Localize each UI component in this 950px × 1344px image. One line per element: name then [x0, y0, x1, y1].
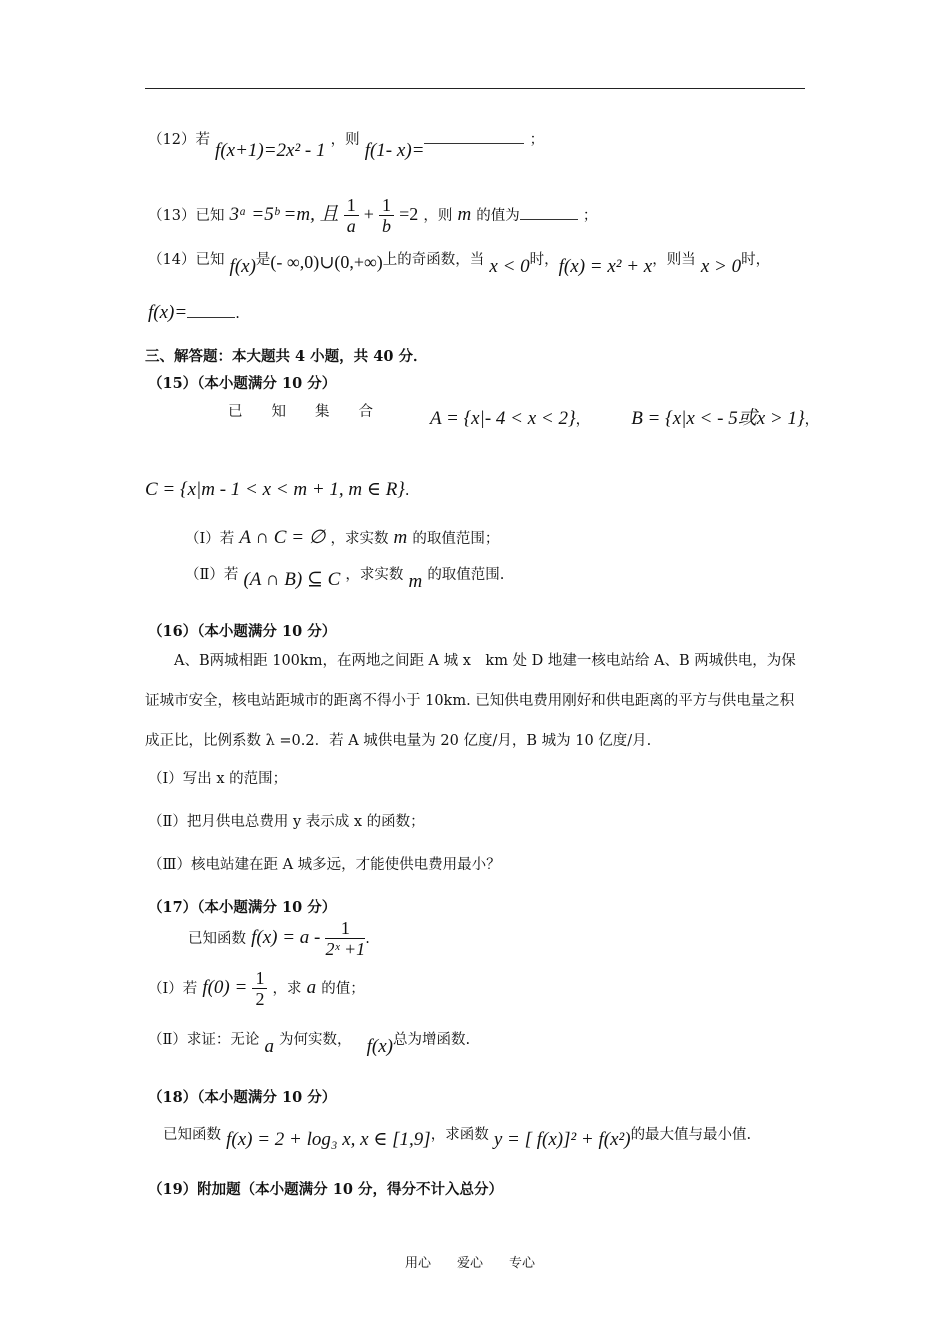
q14-cond2: x > 0 — [700, 256, 742, 277]
q17-p2-var: a — [264, 1036, 274, 1057]
q13-number: （13）已知 — [148, 208, 225, 224]
q15-part-2 — [185, 562, 505, 592]
q13-tail: ； — [582, 208, 598, 224]
q17-p1-end: 的值； — [321, 981, 365, 997]
q17-function: f(x) = a - — [251, 927, 321, 948]
q15-comma-2: ， — [804, 412, 820, 428]
q13-mid: ，则 — [423, 208, 453, 224]
q12-number: （12）若 — [148, 132, 210, 148]
q15-p1-end: 的取值范围； — [412, 531, 500, 547]
q13-var: m — [457, 204, 472, 225]
q12-sep: ，则 — [330, 132, 360, 148]
q17-p1-fraction: $\frac{1}{2}$ — [252, 968, 267, 1009]
q15-set-b: B = {x|x < - 5或x > 1} — [631, 408, 805, 429]
q18-y-expr: y = [ f(x)]² + f(x²) — [493, 1129, 631, 1150]
q17-intro: 已知函数 — [188, 931, 246, 947]
q15-heading: （15）（本小题满分 10 分） — [148, 375, 337, 392]
q16-heading: （16）（本小题满分 10 分） — [148, 623, 337, 640]
q18-function: f(x) = 2 + log₃ x, x ∈ [1,9] — [226, 1129, 431, 1150]
q15-set-c-line — [145, 478, 410, 501]
q13-plus: + — [363, 204, 374, 224]
q14-f2: f(x)= — [148, 302, 188, 323]
q15-p2-expr: (A ∩ B) ⊆ C — [243, 569, 341, 590]
q15-given-line — [228, 400, 373, 421]
q13-end: 的值为 — [476, 208, 520, 224]
q15-set-c: C = {x|m - 1 < x < m + 1, m ∈ R} — [145, 479, 405, 500]
q17-heading: （17）（本小题满分 10 分） — [148, 899, 337, 916]
q18-end: 的最大值与最小值. — [630, 1127, 752, 1143]
q15-sets-line — [430, 403, 819, 430]
q12-answer-blank — [424, 143, 524, 144]
question-12 — [148, 128, 545, 161]
q13-expr: 3ᵃ =5ᵇ =m, 且 — [229, 204, 339, 225]
q15-p1-var: m — [393, 527, 408, 548]
q12-expr1: f(x+1)=2x² - 1 — [215, 140, 326, 161]
q13-fraction-1: $\frac{1}{a}$ — [344, 195, 359, 236]
q14-txt2: 上的奇函数，当 — [382, 252, 485, 268]
q14-txt3: 时， — [529, 252, 559, 268]
section-3-title: 三、解答题：本大题共 4 小题，共 40 分． — [145, 348, 428, 365]
q19-heading: （19）附加题（本小题满分 10 分，得分不计入总分） — [148, 1181, 503, 1198]
q14-domain: (- ∞,0)∪(0,+∞) — [270, 252, 383, 272]
q14-number: （14）已知 — [148, 252, 225, 268]
q15-comma-1: ， — [575, 412, 591, 428]
question-14 — [148, 248, 771, 277]
q16-part-2: （Ⅱ）把月供电总费用 y 表示成 x 的函数； — [148, 814, 425, 830]
q15-p1-text: ，求实数 — [330, 531, 389, 547]
q18-text: ，求函数 — [430, 1127, 489, 1143]
q17-period: . — [365, 931, 370, 947]
q17-p2-label: （Ⅱ）求证：无论 — [148, 1032, 260, 1048]
q17-p2-text: 为何实数， — [279, 1032, 352, 1048]
q13-answer-blank — [520, 219, 578, 220]
question-14-answer — [148, 302, 240, 324]
question-13 — [148, 195, 597, 236]
q14-f1: f(x) — [229, 256, 256, 277]
q14-answer-blank — [187, 317, 235, 318]
q17-p1-text: ，求 — [272, 981, 302, 997]
q17-definition — [188, 918, 370, 959]
q14-cond1: x < 0 — [489, 256, 530, 277]
q17-p1-expr: f(0) = — [202, 977, 248, 998]
q13-eq: =2 — [399, 204, 419, 224]
q15-period: . — [404, 483, 410, 499]
q12-expr2: f(1- x)= — [364, 140, 425, 161]
q17-part-2 — [148, 1028, 471, 1057]
q15-set-a: A = {x|- 4 < x < 2} — [430, 408, 576, 429]
q15-p2-label: （Ⅱ）若 — [185, 567, 239, 583]
page-footer: 用心 爱心 专心 — [405, 1256, 536, 1271]
q17-part-1 — [148, 968, 365, 1009]
q18-intro: 已知函数 — [163, 1127, 221, 1143]
q15-p1-expr: A ∩ C = ∅ — [239, 527, 326, 548]
q17-p2-f: f(x) — [366, 1036, 394, 1057]
q18-definition — [163, 1122, 752, 1150]
q15-part-1 — [185, 526, 499, 549]
q17-p1-label: （Ⅰ）若 — [148, 981, 198, 997]
q12-end: ； — [529, 132, 545, 148]
q15-p1-label: （Ⅰ）若 — [185, 531, 235, 547]
q17-fraction: $\frac{1}{\text{2ˣ +1}}$ — [325, 918, 366, 959]
header-rule — [145, 88, 805, 89]
q14-txt5: 时， — [741, 252, 771, 268]
q13-fraction-2: $\frac{1}{b}$ — [379, 195, 394, 236]
q16-body: A、B两城相距 100km，在两地之间距 A 城 x km 处 D 地建一核电站给 A、B 两城供电，为保证城市安全，核电站距城市的距离不得小于 10km. 已知供电费用刚好和供电距离的平方与供电量之积成正比，比例系数 λ =0.2．若 A 城供电量为 20 亿度/月，B 城为 10 亿度/月. — [145, 653, 796, 749]
q17-p1-var: a — [306, 977, 317, 998]
q15-p2-text: ，求实数 — [345, 567, 404, 583]
q15-p2-end: 的取值范围. — [427, 567, 505, 583]
q14-txt4: ，则当 — [652, 252, 696, 268]
q18-heading: （18）（本小题满分 10 分） — [148, 1089, 337, 1106]
q14-def: f(x) = x² + x — [558, 256, 653, 277]
q15-p2-var: m — [408, 571, 423, 592]
q16-part-1: （Ⅰ）写出 x 的范围； — [148, 771, 288, 787]
q16-part-3: （Ⅲ）核电站建在距 A 城多远，才能使供电费用最小？ — [148, 857, 501, 873]
q14-txt1: 是 — [255, 252, 271, 268]
q15-given: 已 知 集 合 — [228, 404, 373, 420]
q17-p2-end: 总为增函数. — [393, 1032, 471, 1048]
q14-end: . — [235, 306, 240, 322]
